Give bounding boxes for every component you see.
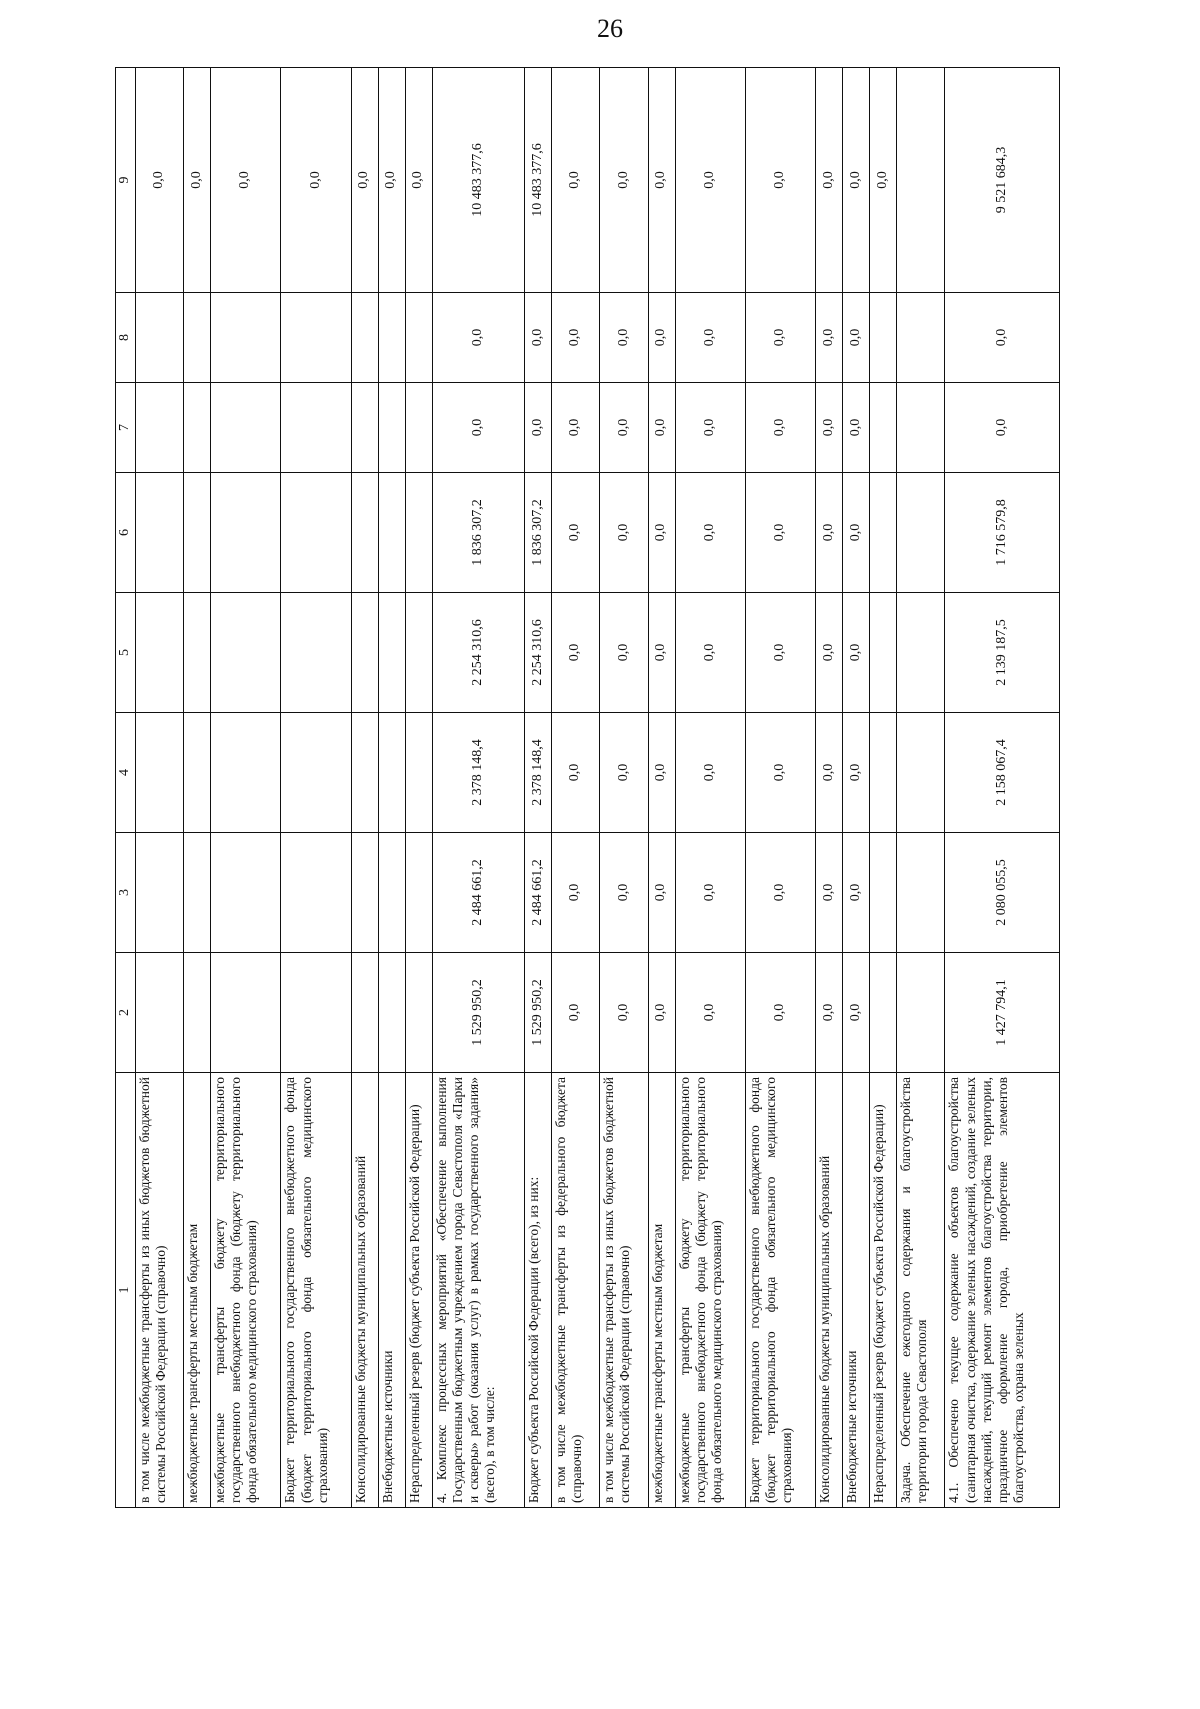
column-header-3: 3: [116, 833, 136, 953]
value-cell: 0,0: [745, 383, 815, 473]
header-row: [116, 68, 136, 1508]
value-cell: [897, 293, 945, 383]
value-cell: [378, 713, 405, 833]
column-header-7: 7: [116, 383, 136, 473]
value-cell: 0,0: [552, 953, 600, 1073]
table-row: [648, 68, 675, 1508]
value-cell: 1 529 950,2: [432, 953, 524, 1073]
value-cell: 2 139 187,5: [945, 593, 1060, 713]
column-header-6: 6: [116, 473, 136, 593]
value-cell: 0,0: [816, 473, 843, 593]
value-cell: 2 254 310,6: [432, 593, 524, 713]
value-cell: 10 483 377,6: [432, 68, 524, 293]
value-cell: [870, 833, 897, 953]
table-row: [211, 68, 281, 1508]
value-cell: [351, 593, 378, 713]
value-cell: [378, 293, 405, 383]
value-cell: 0,0: [552, 68, 600, 293]
value-cell: 0,0: [843, 953, 870, 1073]
row-label: Бюджет субъекта Российской Федерации (всего), из них:: [525, 1073, 552, 1508]
value-cell: 1 836 307,2: [525, 473, 552, 593]
value-cell: [135, 953, 183, 1073]
value-cell: [897, 713, 945, 833]
value-cell: [378, 383, 405, 473]
table-row: [525, 68, 552, 1508]
value-cell: [135, 713, 183, 833]
value-cell: [135, 593, 183, 713]
table-row: [378, 68, 405, 1508]
row-label: в том числе межбюджетные трансферты из иных бюджетов бюджетной системы Российской Федерации (справочно): [135, 1073, 183, 1508]
value-cell: [897, 833, 945, 953]
value-cell: [897, 953, 945, 1073]
value-cell: [281, 953, 351, 1073]
value-cell: 0,0: [648, 833, 675, 953]
value-cell: 0,0: [600, 833, 648, 953]
value-cell: 9 521 684,3: [945, 68, 1060, 293]
value-cell: [211, 593, 281, 713]
row-label: межбюджетные трансферты бюджету территориального государственного внебюджетного фонда (бюджету территориального фонда обязательного медицинского страхования): [211, 1073, 281, 1508]
value-cell: [211, 293, 281, 383]
value-cell: [351, 473, 378, 593]
value-cell: 1 427 794,1: [945, 953, 1060, 1073]
table-row: [432, 68, 524, 1508]
value-cell: 10 483 377,6: [525, 68, 552, 293]
value-cell: 0,0: [945, 383, 1060, 473]
value-cell: [351, 953, 378, 1073]
value-cell: [184, 713, 211, 833]
value-cell: 0,0: [870, 68, 897, 293]
value-cell: 0,0: [843, 713, 870, 833]
value-cell: 0,0: [745, 293, 815, 383]
value-cell: 0,0: [843, 383, 870, 473]
column-header-2: 2: [116, 953, 136, 1073]
value-cell: 0,0: [816, 713, 843, 833]
value-cell: [378, 953, 405, 1073]
table-row: [281, 68, 351, 1508]
value-cell: [281, 593, 351, 713]
value-cell: [211, 713, 281, 833]
value-cell: [211, 473, 281, 593]
value-cell: 0,0: [648, 293, 675, 383]
table-body: [116, 68, 1060, 1508]
value-cell: [870, 953, 897, 1073]
value-cell: 1 716 579,8: [945, 473, 1060, 593]
value-cell: 0,0: [211, 68, 281, 293]
value-cell: [870, 473, 897, 593]
value-cell: 0,0: [552, 293, 600, 383]
value-cell: 0,0: [405, 68, 432, 293]
value-cell: 0,0: [648, 473, 675, 593]
value-cell: [897, 473, 945, 593]
value-cell: 0,0: [843, 293, 870, 383]
row-label: Консолидированные бюджеты муниципальных образований: [351, 1073, 378, 1508]
value-cell: [870, 713, 897, 833]
row-label: Нераспределенный резерв (бюджет субъекта Российской Федерации): [870, 1073, 897, 1508]
row-label: в том числе межбюджетные трансферты из федерального бюджета (справочно): [552, 1073, 600, 1508]
table-row: [135, 68, 183, 1508]
value-cell: 0,0: [745, 68, 815, 293]
row-label: межбюджетные трансферты местным бюджетам: [648, 1073, 675, 1508]
table-row: [351, 68, 378, 1508]
column-header-8: 8: [116, 293, 136, 383]
value-cell: 0,0: [432, 293, 524, 383]
row-label: межбюджетные трансферты местным бюджетам: [184, 1073, 211, 1508]
value-cell: [184, 293, 211, 383]
value-cell: 0,0: [648, 383, 675, 473]
value-cell: 0,0: [600, 593, 648, 713]
value-cell: [897, 68, 945, 293]
value-cell: 0,0: [816, 383, 843, 473]
value-cell: [135, 473, 183, 593]
row-label: в том числе межбюджетные трансферты из иных бюджетов бюджетной системы Российской Федерации (справочно): [600, 1073, 648, 1508]
table-row: [870, 68, 897, 1508]
value-cell: 0,0: [843, 68, 870, 293]
row-label: Бюджет территориального государственного внебюджетного фонда (бюджет территориального фонда обязательного медицинского страхования): [745, 1073, 815, 1508]
table-row: [675, 68, 745, 1508]
value-cell: 2 484 661,2: [525, 833, 552, 953]
value-cell: 0,0: [675, 473, 745, 593]
value-cell: [870, 593, 897, 713]
value-cell: [281, 293, 351, 383]
value-cell: 0,0: [945, 293, 1060, 383]
value-cell: 0,0: [816, 953, 843, 1073]
value-cell: 0,0: [648, 593, 675, 713]
value-cell: 0,0: [378, 68, 405, 293]
value-cell: 0,0: [745, 953, 815, 1073]
value-cell: 2 378 148,4: [432, 713, 524, 833]
table-row: [843, 68, 870, 1508]
value-cell: 0,0: [552, 383, 600, 473]
row-label: Внебюджетные источники: [378, 1073, 405, 1508]
value-cell: 0,0: [816, 68, 843, 293]
value-cell: 0,0: [675, 383, 745, 473]
value-cell: 0,0: [675, 593, 745, 713]
value-cell: [135, 293, 183, 383]
value-cell: [405, 293, 432, 383]
value-cell: [405, 383, 432, 473]
rotated-table-container: [115, 68, 1060, 1508]
value-cell: [281, 833, 351, 953]
value-cell: 0,0: [675, 713, 745, 833]
value-cell: 0,0: [525, 293, 552, 383]
value-cell: [351, 293, 378, 383]
value-cell: 0,0: [351, 68, 378, 293]
table-row: [897, 68, 945, 1508]
value-cell: 0,0: [648, 953, 675, 1073]
value-cell: [351, 383, 378, 473]
value-cell: [405, 593, 432, 713]
value-cell: [351, 833, 378, 953]
value-cell: 0,0: [600, 383, 648, 473]
value-cell: 0,0: [552, 473, 600, 593]
value-cell: 0,0: [600, 713, 648, 833]
value-cell: 0,0: [600, 68, 648, 293]
value-cell: [184, 953, 211, 1073]
value-cell: 0,0: [816, 593, 843, 713]
value-cell: 0,0: [648, 713, 675, 833]
value-cell: 1 529 950,2: [525, 953, 552, 1073]
value-cell: 0,0: [675, 833, 745, 953]
value-cell: 0,0: [432, 383, 524, 473]
value-cell: [378, 833, 405, 953]
value-cell: [211, 953, 281, 1073]
value-cell: 1 836 307,2: [432, 473, 524, 593]
value-cell: 0,0: [843, 833, 870, 953]
value-cell: 0,0: [843, 473, 870, 593]
row-label: межбюджетные трансферты бюджету территориального государственного внебюджетного фонда (бюджету территориального фонда обязательного медицинского страхования): [675, 1073, 745, 1508]
table-row: [816, 68, 843, 1508]
value-cell: 0,0: [816, 833, 843, 953]
row-label: 4. Комплекс процессных мероприятий «Обеспечение выполнения Государственным бюджетным учреждением города Севастополя «Парки и скверы» работ (оказания услуг) в рамках государственного задания» (всего), в том числе:: [432, 1073, 524, 1508]
column-header-5: 5: [116, 593, 136, 713]
row-label: Внебюджетные источники: [843, 1073, 870, 1508]
value-cell: [135, 383, 183, 473]
value-cell: 0,0: [184, 68, 211, 293]
value-cell: 2 254 310,6: [525, 593, 552, 713]
value-cell: 2 484 661,2: [432, 833, 524, 953]
table-row: [945, 68, 1060, 1508]
value-cell: 0,0: [745, 833, 815, 953]
value-cell: [281, 383, 351, 473]
value-cell: [211, 383, 281, 473]
value-cell: 2 080 055,5: [945, 833, 1060, 953]
row-label: 4.1. Обеспечено текущее содержание объектов благоустройства (санитарная очистка, содержание зеленых насаждений, создание зеленых насаждений, текущий ремонт элементов благоустройства территории, праздничное оформление города, приобретение элементов благоустройства, охрана зеленых: [945, 1073, 1060, 1508]
value-cell: 0,0: [843, 593, 870, 713]
value-cell: [184, 833, 211, 953]
value-cell: [405, 833, 432, 953]
column-header-9: 9: [116, 68, 136, 293]
value-cell: 0,0: [675, 68, 745, 293]
value-cell: 0,0: [600, 953, 648, 1073]
row-label: Консолидированные бюджеты муниципальных образований: [816, 1073, 843, 1508]
table-row: [552, 68, 600, 1508]
value-cell: [405, 713, 432, 833]
value-cell: 0,0: [600, 293, 648, 383]
value-cell: 2 378 148,4: [525, 713, 552, 833]
page-number: 26: [597, 14, 623, 43]
table-row: [745, 68, 815, 1508]
value-cell: 0,0: [745, 473, 815, 593]
value-cell: [351, 713, 378, 833]
value-cell: [897, 383, 945, 473]
value-cell: 0,0: [648, 68, 675, 293]
value-cell: [870, 383, 897, 473]
value-cell: [184, 473, 211, 593]
value-cell: [135, 833, 183, 953]
value-cell: [405, 953, 432, 1073]
value-cell: 0,0: [552, 593, 600, 713]
value-cell: [870, 293, 897, 383]
value-cell: 0,0: [745, 713, 815, 833]
value-cell: 0,0: [281, 68, 351, 293]
column-header-4: 4: [116, 713, 136, 833]
value-cell: [897, 593, 945, 713]
table-row: [600, 68, 648, 1508]
value-cell: 0,0: [552, 833, 600, 953]
column-header-1: 1: [116, 1073, 136, 1508]
row-label: Нераспределенный резерв (бюджет субъекта Российской Федерации): [405, 1073, 432, 1508]
value-cell: 0,0: [816, 293, 843, 383]
value-cell: [281, 473, 351, 593]
value-cell: 0,0: [600, 473, 648, 593]
value-cell: 0,0: [525, 383, 552, 473]
value-cell: [184, 383, 211, 473]
value-cell: 0,0: [675, 293, 745, 383]
value-cell: [211, 833, 281, 953]
value-cell: 0,0: [675, 953, 745, 1073]
value-cell: [281, 713, 351, 833]
value-cell: [378, 593, 405, 713]
value-cell: 0,0: [135, 68, 183, 293]
value-cell: [378, 473, 405, 593]
value-cell: 2 158 067,4: [945, 713, 1060, 833]
value-cell: 0,0: [552, 713, 600, 833]
row-label: Бюджет территориального государственного внебюджетного фонда (бюджет территориального фонда обязательного медицинского страхования): [281, 1073, 351, 1508]
value-cell: [405, 473, 432, 593]
budget-table: [115, 67, 1060, 1508]
table-row: [184, 68, 211, 1508]
value-cell: 0,0: [745, 593, 815, 713]
table-row: [405, 68, 432, 1508]
row-label: Задача. Обеспечение ежегодного содержания и благоустройства территории города Севастополя: [897, 1073, 945, 1508]
value-cell: [184, 593, 211, 713]
